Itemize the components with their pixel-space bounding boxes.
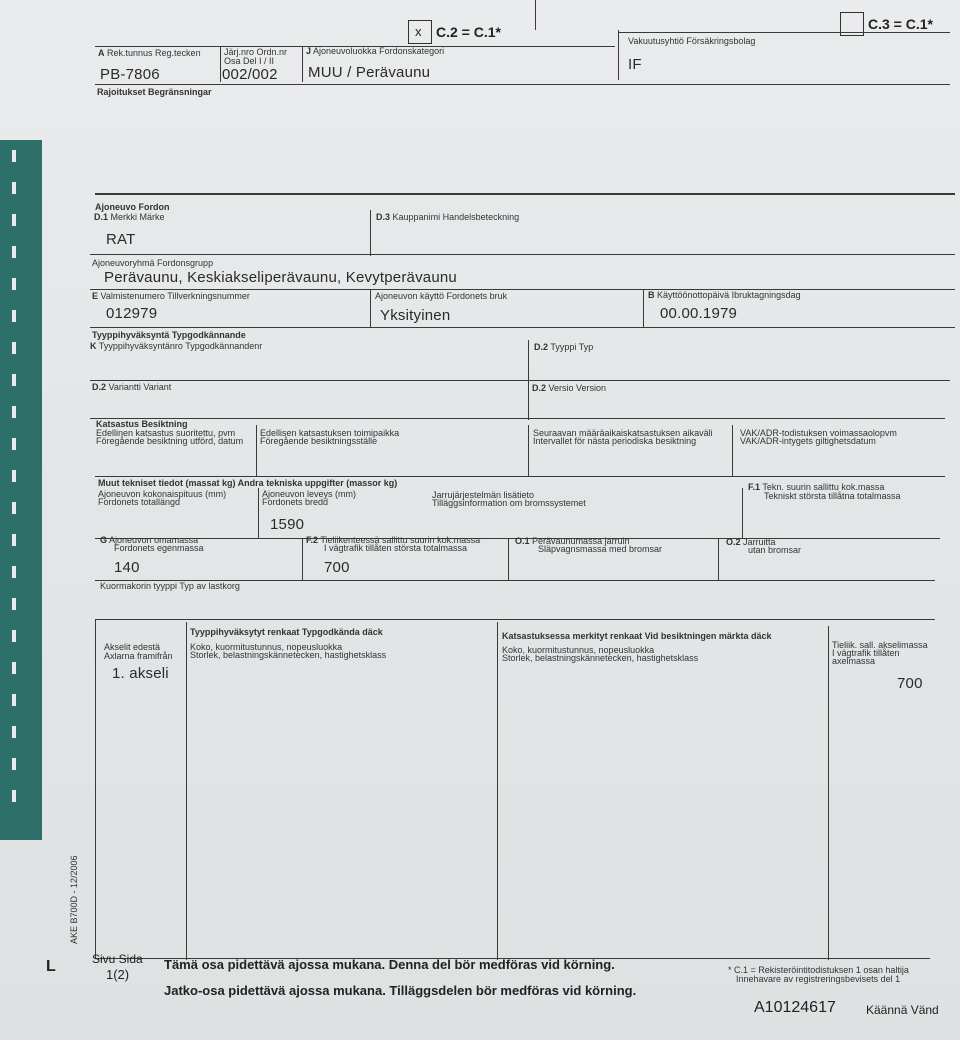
c2-check-mark: x	[415, 24, 422, 39]
f1-label: F.1 Tekn. suurin sallittu kok.massa	[748, 482, 885, 492]
next-inspection-label-2: Intervallet för nästa periodiska besiktning	[533, 436, 697, 446]
axle-mass-label-2: I vägtrafik tillåten	[832, 648, 900, 658]
brake-info-label-2: Tilläggsinformation om bromssystemet	[432, 498, 586, 508]
axles-label: Akselit edestä	[104, 642, 161, 652]
o1-label: O.1 Perävaunumassa jarruin	[515, 536, 630, 546]
o2-label: O.2 Jarruitta	[726, 537, 776, 547]
group-label: Ajoneuvoryhmä Fordonsgrupp	[92, 258, 214, 268]
brake-info-label: Jarrujärjestelmän lisätieto	[432, 490, 535, 500]
f1-label-2: Tekniskt största tillåtna totalmassa	[764, 491, 901, 501]
trade-name-label: D.3 Kauppanimi Handelsbeteckning	[376, 212, 520, 222]
o2-label-2: utan bromsar	[748, 545, 802, 555]
own-mass-label: G Ajoneuvon omamassa	[100, 535, 199, 545]
variant-label: D.2 Variantti Variant	[92, 382, 172, 392]
axle-mass-label: Tieliik. sall. akselimassa	[832, 640, 928, 650]
f2-value: 700	[324, 559, 350, 576]
own-mass-value: 140	[114, 559, 140, 576]
turn-over-label: Käännä Vänd	[866, 1003, 939, 1017]
make-value: RAT	[106, 231, 136, 248]
approved-tyres-header: Tyyppihyväksytyt renkaat Typgodkända däck	[190, 627, 383, 637]
width-label: Ajoneuvon leveys (mm)	[262, 489, 357, 499]
approved-tyres-label: Koko, kuormitustunnus, nopeusluokka	[190, 642, 343, 652]
first-use-label: B Käyttöönottopäivä Ibruktagningsdag	[648, 290, 801, 300]
page-label: Sivu Sida	[92, 952, 143, 966]
tech-header: Muut tekniset tiedot (massat kg) Andra tekniska uppgifter (massor kg)	[98, 478, 398, 488]
part-value: 002/002	[222, 66, 278, 83]
vehicle-header: Ajoneuvo Fordon	[95, 202, 170, 212]
document-number: A10124617	[754, 999, 836, 1016]
f2-label: F.2 Tieliikenteessä sallittu suurin kok.massa	[306, 535, 481, 545]
axle-value: 1. akseli	[112, 665, 169, 682]
next-inspection-label: Seuraavan määräaikaiskatsastuksen aikaväli	[533, 428, 713, 438]
footnote: * C.1 = Rekisteröintitodistuksen 1 osan haltija	[728, 965, 909, 975]
class-label: J Ajoneuvoluokka Fordonskategori	[306, 46, 445, 56]
use-label: Ajoneuvon käyttö Fordonets bruk	[375, 291, 508, 301]
type-approval-number-label: K Tyyppihyväksyntänro Typgodkännandenr	[90, 341, 263, 351]
page-value: 1(2)	[106, 967, 130, 982]
notice-main: Tämä osa pidettävä ajossa mukana. Denna del bör medföras vid körning.	[164, 957, 615, 972]
axle-mass-value: 700	[897, 675, 923, 692]
inspection-place-label-2: Föregående besiktningsställe	[260, 436, 378, 446]
form-code: AKE B700D - 12/2006	[69, 855, 79, 944]
body-type-label: Kuormakorin tyyppi Typ av lastkorg	[100, 581, 240, 591]
width-label-2: Fordonets bredd	[262, 497, 329, 507]
insurer-label: Vakuutusyhtiö Försäkringsbolag	[628, 36, 756, 46]
axles-label-2: Axlarna framifrån	[104, 651, 173, 661]
make-label: D.1 Merkki Märke	[94, 212, 165, 222]
version-label: D.2 Versio Version	[532, 383, 607, 393]
c3-label: C.3 = C.1*	[868, 16, 933, 32]
notice-continuation: Jatko-osa pidettävä ajossa mukana. Tilläggsdelen bör medföras vid körning.	[164, 983, 637, 998]
last-inspection-label: Edellinen katsastus suoritettu, pvm	[96, 428, 236, 438]
width-value: 1590	[270, 516, 305, 533]
restrictions-label: Rajoitukset Begränsningar	[97, 87, 212, 97]
type-label: D.2 Tyyppi Typ	[534, 342, 594, 352]
last-inspection-label-2: Föregående besiktning utförd, datum	[96, 436, 244, 446]
perforation-strip	[0, 140, 42, 840]
side-letter: L	[46, 958, 56, 975]
part-label: Järj.nro Ordn.nr	[224, 47, 288, 57]
class-value: MUU / Perävaunu	[308, 64, 431, 81]
footnote-2: Innehavare av registreringsbevisets del 1	[736, 974, 901, 984]
part-label-2: Osa Del I / II	[224, 56, 275, 66]
type-approval-header: Tyyppihyväksyntä Typgodkännande	[92, 330, 246, 340]
serial-value: 012979	[106, 305, 158, 322]
group-value: Perävaunu, Keskiakseliperävaunu, Kevytperävaunu	[104, 269, 457, 286]
vak-label-2: VAK/ADR-intygets giltighetsdatum	[740, 436, 876, 446]
inspected-tyres-label: Koko, kuormitustunnus, nopeusluokka	[502, 645, 655, 655]
own-mass-label-2: Fordonets egenmassa	[114, 543, 204, 553]
vak-label: VAK/ADR-todistuksen voimassaolopvm	[740, 428, 897, 438]
f2-label-2: I vägtrafik tillåten största totalmassa	[324, 543, 468, 553]
serial-label: E Valmistenumero Tillverkningsnummer	[92, 291, 250, 301]
reg-label: A Rek.tunnus Reg.tecken	[98, 48, 201, 58]
c2-label: C.2 = C.1*	[436, 24, 501, 40]
inspected-tyres-label-2: Storlek, belastningskännetecken, hastighetsklass	[502, 653, 699, 663]
use-value: Yksityinen	[380, 307, 451, 324]
length-label: Ajoneuvon kokonaispituus (mm)	[98, 489, 227, 499]
inspection-place-label: Edellisen katsastuksen toimipaikka	[260, 428, 400, 438]
o1-label-2: Släpvagnsmassa med bromsar	[538, 544, 663, 554]
inspection-header: Katsastus Besiktning	[96, 419, 188, 429]
approved-tyres-label-2: Storlek, belastningskännetecken, hastighetsklass	[190, 650, 387, 660]
c2-checkbox[interactable]	[408, 20, 432, 44]
reg-value: PB-7806	[100, 66, 160, 83]
length-label-2: Fordonets totallängd	[98, 497, 181, 507]
first-use-value: 00.00.1979	[660, 305, 738, 322]
axle-mass-label-3: axelmassa	[832, 656, 876, 666]
inspected-tyres-header: Katsastuksessa merkityt renkaat Vid besiktningen märkta däck	[502, 631, 772, 641]
insurer-value: IF	[628, 56, 642, 73]
